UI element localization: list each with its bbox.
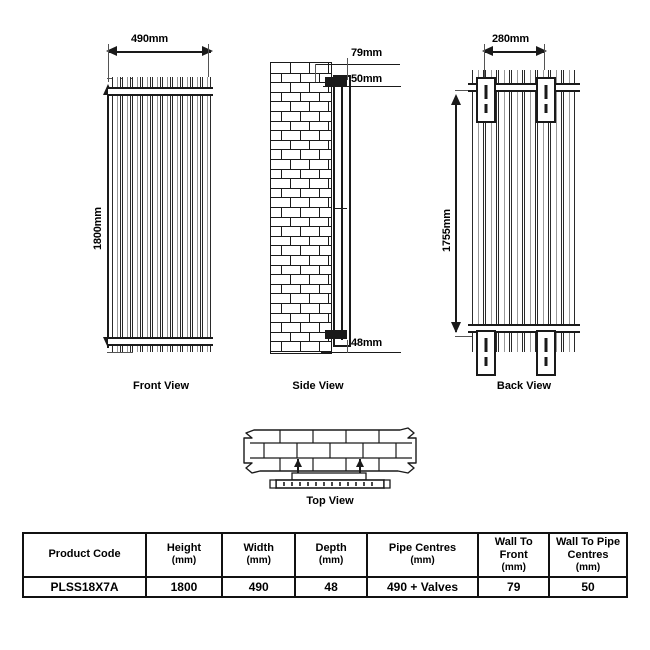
brick-joint [300,149,301,159]
brick-joint [328,217,329,227]
brick-joint [319,245,320,255]
front-tube [162,77,171,352]
side-wall-to-front-leader [315,64,400,65]
brick-joint [300,188,301,198]
brick-joint [319,226,320,236]
brick-joint [290,63,291,73]
front-view-label: Front View [132,380,190,392]
brick-joint [328,140,329,150]
top-view-label: Top View [306,495,354,507]
front-radiator-body [112,77,210,352]
brick-joint [300,111,301,121]
side-top-bracket [325,77,347,86]
brick-joint [309,159,310,169]
side-wall-to-pipe-centres-label: 50mm [351,73,382,85]
brick-joint [281,130,282,140]
brick-joint [319,303,320,313]
brick-joint [319,111,320,121]
back-tube [498,70,510,352]
back-view-group [420,0,650,400]
brick-joint [328,121,329,131]
side-view-label: Side View [292,380,344,392]
brick-joint [290,217,291,227]
brick-joint [328,274,329,284]
brick-joint [309,255,310,265]
brick-joint [319,169,320,179]
brick-joint [300,226,301,236]
brick-joint [319,73,320,83]
brick-joint [281,92,282,102]
back-height-top-arrow [451,94,461,105]
brick-joint [300,130,301,140]
table-header-product-code: Product Code [23,533,146,577]
table-header-height: Height (mm) [146,533,222,577]
brick-joint [290,274,291,284]
brick-joint [319,207,320,217]
front-view-group [0,0,250,400]
brick-joint [300,265,301,275]
brick-joint [319,188,320,198]
front-tube [112,77,121,352]
brick-joint [319,92,320,102]
back-bracket-bottom-right [536,330,556,376]
brick-joint [290,121,291,131]
back-view-label: Back View [496,380,552,392]
brick-joint [290,255,291,265]
brick-joint [319,265,320,275]
front-tube [202,77,211,352]
brick-joint [281,73,282,83]
brick-joint [328,197,329,207]
specification-table [22,532,628,598]
front-tube [142,77,151,352]
brick-joint [290,313,291,323]
back-tube [524,70,536,352]
cell-width: 490 [222,577,296,597]
back-height-dim-line [455,96,457,332]
brick-joint [309,63,310,73]
brick-joint [328,255,329,265]
brick-joint [328,101,329,111]
back-height-dimension-label: 1755mm [441,209,453,252]
front-height-ext-bottom [107,352,133,353]
brick-joint [281,284,282,294]
brick-joint [300,169,301,179]
front-width-ext-left [108,44,109,82]
cell-wall-to-front: 79 [478,577,549,597]
brick-joint [281,188,282,198]
brick-joint [281,149,282,159]
brick-joint [309,178,310,188]
brick-joint [281,245,282,255]
side-wall-to-pipe-leader [323,86,401,87]
brick-joint [290,140,291,150]
brick-joint [290,101,291,111]
brick-joint [328,313,329,323]
table-header-width: Width (mm) [222,533,296,577]
cell-product-code: PLSS18X7A [23,577,146,597]
side-view-brick-wall [270,62,332,354]
front-tube [182,77,191,352]
brick-joint [281,322,282,332]
brick-joint [309,332,310,342]
brick-joint [290,82,291,92]
brick-joint [328,293,329,303]
side-depth-leader [321,352,401,353]
brick-joint [290,159,291,169]
brick-joint [281,265,282,275]
brick-joint [309,236,310,246]
side-79-ext-left [315,64,316,82]
cell-pipe-centres: 490 + Valves [367,577,479,597]
brick-joint [300,245,301,255]
brick-joint [328,236,329,246]
side-depth-label: 48mm [351,337,382,349]
brick-joint [300,73,301,83]
cell-height: 1800 [146,577,222,597]
brick-joint [290,293,291,303]
brick-joint [319,322,320,332]
front-tube [152,77,161,352]
brick-joint [300,284,301,294]
brick-joint [309,197,310,207]
brick-joint [319,284,320,294]
brick-joint [300,322,301,332]
brick-joint [328,178,329,188]
brick-joint [309,121,310,131]
side-view-group [255,0,415,400]
side-79-ext-right [347,58,348,80]
front-bottom-rail [108,337,213,346]
front-height-dim-line [107,86,109,348]
brick-joint [300,303,301,313]
back-width-right-arrow [536,46,547,56]
brick-joint [300,92,301,102]
front-height-dimension-label: 1800mm [92,207,104,250]
back-bracket-top-left [476,77,496,123]
cell-wall-to-pipe-centres: 50 [549,577,627,597]
side-radiator-front-face [341,78,343,340]
front-tube [172,77,181,352]
brick-joint [290,178,291,188]
brick-joint [309,82,310,92]
brick-joint [309,101,310,111]
cell-depth: 48 [295,577,366,597]
brick-joint [281,303,282,313]
side-bottom-bracket [325,330,347,339]
top-view-group [240,425,430,515]
brick-joint [281,207,282,217]
back-tube [563,70,575,352]
brick-joint [281,341,282,351]
front-top-rail [108,87,213,96]
brick-joint [328,159,329,169]
brick-joint [290,236,291,246]
back-bracket-bottom-left [476,330,496,376]
back-height-bottom-arrow [451,322,461,333]
side-profile-mid-joint [333,208,347,209]
front-tube [122,77,131,352]
table-header-depth: Depth (mm) [295,533,366,577]
brick-joint [309,140,310,150]
brick-joint [309,313,310,323]
front-width-dim-line [108,51,211,53]
back-width-dim-line [484,51,544,53]
brick-joint [290,197,291,207]
brick-joint [281,111,282,121]
brick-joint [281,226,282,236]
top-view-drawing [240,425,430,495]
table-header-row [23,533,627,577]
brick-joint [309,274,310,284]
table-row [23,577,627,597]
brick-joint [290,332,291,342]
front-tube [192,77,201,352]
brick-joint [309,217,310,227]
brick-joint [300,207,301,217]
back-bracket-top-right [536,77,556,123]
brick-joint [281,169,282,179]
table-header-wall-to-front: Wall To Front (mm) [478,533,549,577]
brick-joint [309,293,310,303]
back-tube [511,70,523,352]
table-header-wall-to-pipe-centres: Wall To Pipe Centres (mm) [549,533,627,577]
brick-joint [319,341,320,351]
table-header-pipe-centres: Pipe Centres (mm) [367,533,479,577]
brick-joint [300,341,301,351]
brick-joint [319,149,320,159]
back-bracket-centres-label: 280mm [492,33,529,45]
side-48-ext [347,340,348,353]
brick-joint [319,130,320,140]
front-tube [132,77,141,352]
side-wall-to-front-label: 79mm [351,47,382,59]
front-width-dimension-label: 490mm [131,33,168,45]
